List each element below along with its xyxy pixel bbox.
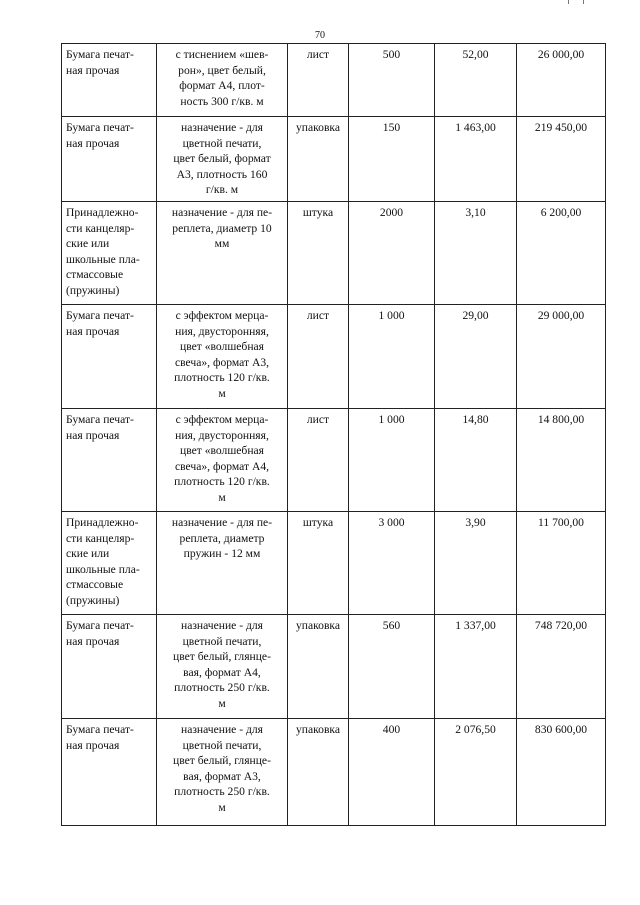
total-sum-cell: 6 200,00 <box>517 202 606 305</box>
quantity-cell: 2000 <box>349 202 435 305</box>
unit-price-cell: 1 337,00 <box>435 615 517 719</box>
unit-cell: упаковка <box>288 615 349 719</box>
total-sum-cell: 748 720,00 <box>517 615 606 719</box>
unit-cell: лист <box>288 409 349 512</box>
total-sum-cell: 29 000,00 <box>517 305 606 409</box>
quantity-cell: 1 000 <box>349 305 435 409</box>
item-description-cell: с эффектом мерца- ния, двусторонняя, цвет «волшебная свеча», формат А3, плотность 120 г/кв. м <box>157 305 288 409</box>
item-name-cell: Принадлежно- сти канцеляр- ские или школьные пла- стмассовые (пружины) <box>62 512 157 615</box>
table-row <box>62 44 606 117</box>
item-description-cell: с тиснением «шев- рон», цвет белый, формат А4, плот- ность 300 г/кв. м <box>157 44 288 117</box>
item-name-cell: Бумага печат- ная прочая <box>62 305 157 409</box>
unit-cell: штука <box>288 202 349 305</box>
specification-table <box>61 43 606 826</box>
quantity-cell: 400 <box>349 719 435 826</box>
unit-price-cell: 1 463,00 <box>435 117 517 202</box>
page-number: 70 <box>315 30 325 41</box>
unit-cell: упаковка <box>288 719 349 826</box>
unit-price-cell: 52,00 <box>435 44 517 117</box>
table-row <box>62 615 606 719</box>
table-row <box>62 409 606 512</box>
item-description-cell: назначение - для пе- реплета, диаметр 10 мм <box>157 202 288 305</box>
item-name-cell: Бумага печат- ная прочая <box>62 409 157 512</box>
table-row <box>62 202 606 305</box>
table-row <box>62 512 606 615</box>
item-description-cell: назначение - для цветной печати, цвет белый, формат А3, плотность 160 г/кв. м <box>157 117 288 202</box>
table-row <box>62 117 606 202</box>
unit-price-cell: 2 076,50 <box>435 719 517 826</box>
item-name-cell: Бумага печат- ная прочая <box>62 117 157 202</box>
quantity-cell: 560 <box>349 615 435 719</box>
total-sum-cell: 14 800,00 <box>517 409 606 512</box>
quantity-cell: 1 000 <box>349 409 435 512</box>
item-description-cell: назначение - для цветной печати, цвет белый, глянце- вая, формат А4, плотность 250 г/кв. м <box>157 615 288 719</box>
item-description-cell: с эффектом мерца- ния, двусторонняя, цвет «волшебная свеча», формат А4, плотность 120 г/кв. м <box>157 409 288 512</box>
item-name-cell: Бумага печат- ная прочая <box>62 615 157 719</box>
unit-cell: штука <box>288 512 349 615</box>
unit-price-cell: 29,00 <box>435 305 517 409</box>
total-sum-cell: 26 000,00 <box>517 44 606 117</box>
total-sum-cell: 830 600,00 <box>517 719 606 826</box>
unit-cell: упаковка <box>288 117 349 202</box>
total-sum-cell: 11 700,00 <box>517 512 606 615</box>
quantity-cell: 500 <box>349 44 435 117</box>
unit-price-cell: 14,80 <box>435 409 517 512</box>
item-name-cell: Принадлежно- сти канцеляр- ские или школьные пла- стмассовые (пружины) <box>62 202 157 305</box>
unit-cell: лист <box>288 305 349 409</box>
unit-price-cell: 3,90 <box>435 512 517 615</box>
specification-table-body <box>62 44 606 826</box>
item-name-cell: Бумага печат- ная прочая <box>62 44 157 117</box>
item-description-cell: назначение - для цветной печати, цвет белый, глянце- вая, формат А3, плотность 250 г/кв. м <box>157 719 288 826</box>
scan-corner-mark <box>568 0 584 4</box>
table-row <box>62 719 606 826</box>
unit-price-cell: 3,10 <box>435 202 517 305</box>
quantity-cell: 150 <box>349 117 435 202</box>
total-sum-cell: 219 450,00 <box>517 117 606 202</box>
item-name-cell: Бумага печат- ная прочая <box>62 719 157 826</box>
item-description-cell: назначение - для пе- реплета, диаметр пружин - 12 мм <box>157 512 288 615</box>
table-row <box>62 305 606 409</box>
unit-cell: лист <box>288 44 349 117</box>
quantity-cell: 3 000 <box>349 512 435 615</box>
